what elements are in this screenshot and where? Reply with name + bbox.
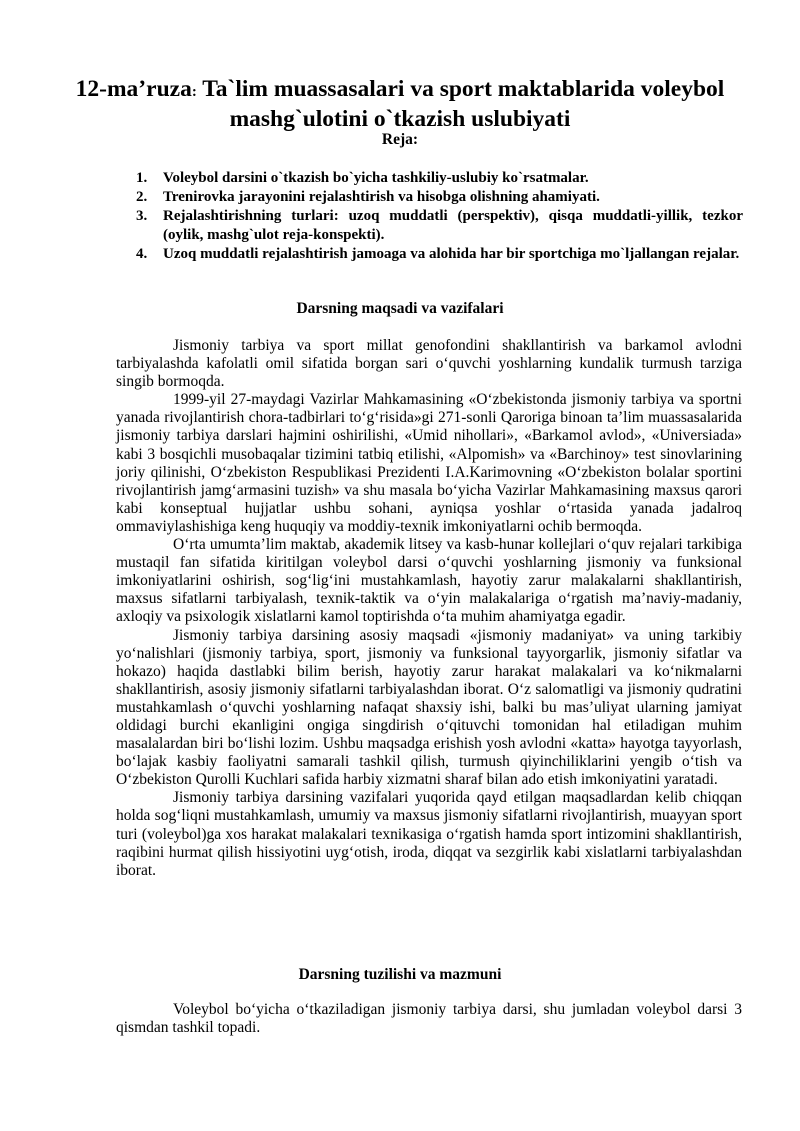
plan-item [136, 188, 743, 207]
plan-item-number: 3. [136, 208, 148, 224]
section-heading-structure: Darsning tuzilishi va mazmuni [298, 966, 502, 983]
body-paragraph: Jismoniy tarbiya va sport millat genofondini shakllantirish va barkamol avlodni tarbiyalashda kafolatli omil sifatida borgan sari o‘quvchi yoshlarning kundalik turmush tarziga singib bormoqda. [116, 337, 742, 391]
section-body-goals [116, 337, 742, 880]
plan-item-text: Trenirovka jarayonini rejalashtirish va hisobga olishning ahamiyati. [163, 189, 600, 205]
plan-label: Reja: [381, 131, 419, 148]
plan-item-text: Voleybol darsini o`tkazish bo`yicha tashkiliy-uslubiy ko`rsatmalar. [163, 170, 589, 186]
plan-item-text: Uzoq muddatli rejalashtirish jamoaga va alohida har bir sportchiga mo`ljallangan rejalar. [163, 246, 740, 262]
plan-item [136, 245, 743, 264]
lecture-number: 12-ma’ruza [75, 76, 192, 102]
plan-item-text: Rejalashtirishning turlari: uzoq muddatli (perspektiv), qisqa muddatli-yillik, tezkor (oylik, mashg`ulot reja-konspekti). [163, 208, 743, 243]
body-paragraph: Jismoniy tarbiya darsining vazifalari yuqorida qayd etilgan maqsadlardan kelib chiqqan holda sog‘liqni mustahkamlash, umumiy va maxsus jismoniy sifatlarni rivojlantirish, muayyan sport turi (voleybol)ga xos harakat malakalari texnikasiga o‘rgatish hamda sport intizomini shakllantirish, raqibini hurmat qilish hissiyotini uyg‘otish, iroda, diqqat va sezgirlik kabi xislatlarni tarbiyalashdan iborat. [116, 789, 742, 879]
plan-list [136, 169, 743, 264]
plan-item-number: 1. [136, 170, 148, 186]
plan-item [136, 207, 743, 245]
lecture-title [60, 76, 740, 133]
body-paragraph: 1999-yil 27-maydagi Vazirlar Mahkamasining «O‘zbekistonda jismoniy tarbiya va sportni yanada rivojlantirish chora-tadbirlari to‘g‘risida»gi 271-sonli Qaroriga binoan ta’lim muassasalarida jismoniy tarbiya darslari hajmini oshirilishi, «Umid nihollari», «Barkamol avlod», «Universiada» kabi 3 bosqichli musobaqalar tizimini tatbiq etilishi, «Alpomish» va «Barchinoy» test sinovlarining joriy qilinishi, O‘zbekiston Respublikasi Prezidenti I.A.Karimovning «O‘zbekiston bolalar sportini rivojlantirish jamg‘armasini tuzish» va shu masala bo‘yicha Vazirlar Mahkamasining maxsus qarori kabi konseptual hujjatlar ushbu sohani, ayniqsa yoshlar o‘rtasida yanada jadalroq ommaviylashishiga keng huquqiy va moddiy-texnik imkoniyatlarni ochib bermoqda. [116, 391, 742, 535]
body-paragraph: Voleybol bo‘yicha o‘tkaziladigan jismoniy tarbiya darsi, shu jumladan voleybol darsi 3 qismdan tashkil topadi. [116, 1001, 742, 1037]
title-colon: : [191, 84, 197, 100]
plan-item [136, 169, 743, 188]
body-paragraph: Jismoniy tarbiya darsining asosiy maqsadi «jismoniy madaniyat» va uning tarkibiy yo‘nalishlari (jismoniy tarbiya, sport, jismoniy va funksional tayyorgarlik, jismoniy sifatlar va hokazo) haqida dastlabki bilim berish, hayotiy zarur harakat malakalari va ko‘nikmalarni shakllantirish, asosiy jismoniy sifatlarni tarbiyalashdan iborat. O‘z salomatligi va jismoniy qudratini mustahkamlash o‘quvchi yoshlarning nafaqat shaxsiy ishi, balki bu mas’uliyat ularning jamiyat oldidagi burchi ekanligini ongiga singdirish o‘qituvchi tomonidan hal etiladigan muhim masalalardan biri bo‘lishi lozim. Ushbu maqsadga erishish yosh avlodni «katta» hayotga tayyorlash, bo‘lajak kasbiy faoliyatni samarali tashkil qilish, turmush qiyinchiliklarini yengib o‘tish va O‘zbekiston Qurolli Kuchlari safida harbiy xizmatni sharaf bilan ado etish imkoniyatini yaratadi. [116, 626, 742, 789]
lecture-title-text: Ta`lim muassasalari va sport maktablarida voleybol mashg`ulotini o`tkazish uslubiyati [196, 76, 725, 132]
section-heading-goals: Darsning maqsadi va vazifalari [296, 300, 504, 317]
body-paragraph: O‘rta umumta’lim maktab, akademik litsey va kasb-hunar kollejlari o‘quv rejalari tarkibiga mustaqil fan sifatida kiritilgan voleybol darsi o‘quvchi yoshlarning jismoniy va funksional imkoniyatlarini oshirish, sog‘lig‘ini mustahkamlash, hayotiy zarur malakalarni shakllantirish, maxsus sifatlarni tarbiyalash, texnik-taktik va o‘yin malakalariga o‘rgatish ma’naviy-madaniy, axloqiy va psixologik xislatlarni kamol toptirishda o‘ta muhim ahamiyatga egadir. [116, 536, 742, 626]
section-body-structure [116, 1001, 742, 1037]
plan-item-number: 4. [136, 246, 148, 262]
plan-item-number: 2. [136, 189, 148, 205]
